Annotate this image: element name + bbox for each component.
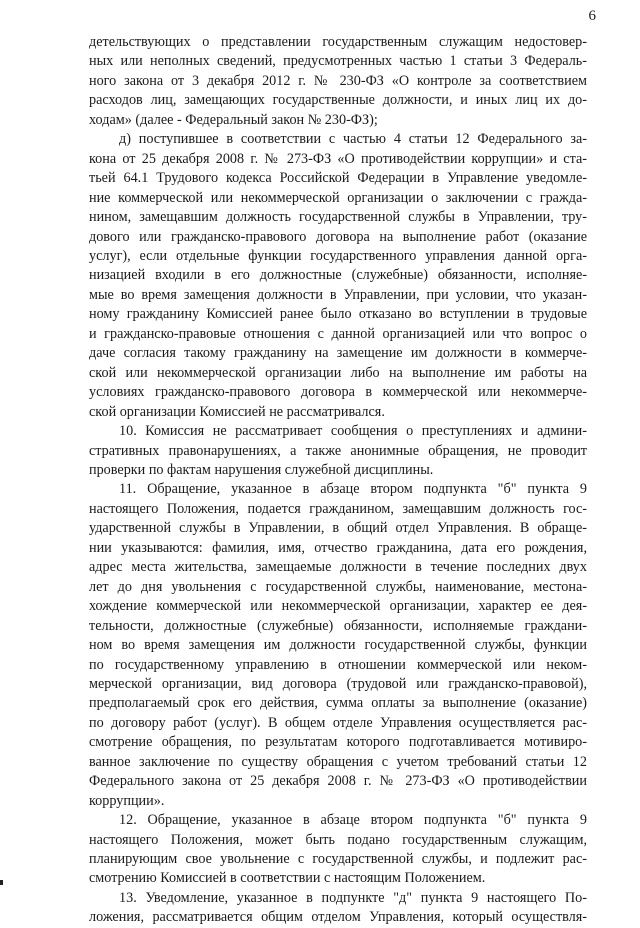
text-line: настоящего Положения, подается гражданином, замещавшим должность гос- (89, 500, 587, 517)
text-line: ской организации Комиссией не рассматривался. (89, 403, 385, 420)
text-line: проверки по фактам нарушения служебной дисциплины. (89, 461, 434, 478)
text-line: смотрению Комиссией в соответствии с настоящим Положением. (89, 870, 486, 887)
text-line: предполагаемый срок его действия, сумма оплаты за выполнение (оказание) (89, 695, 587, 712)
text-line: Федерального закона от 25 декабря 2008 г. № 273-ФЗ «О противодействии (89, 773, 587, 790)
text-line: ного закона от 3 декабря 2012 г. № 230-ФЗ «О контроле за соответствием (89, 72, 587, 89)
document-body (89, 33, 587, 928)
text-line: даче согласия такому гражданину на замещение им должности в коммерче- (89, 345, 587, 362)
text-line: коррупции». (89, 792, 165, 809)
text-line: дового или гражданско-правового договора на выполнение работ (оказание (89, 228, 587, 245)
text-line: ному гражданину Комиссией ранее было отказано во вступлении в трудовые (89, 306, 587, 323)
text-line: мые во время замещения должности в Управлении, при условии, что указан- (89, 286, 587, 303)
text-line: расходов лиц, замещающих государственные должности, и иных лиц их до- (89, 92, 587, 109)
text-line: 10. Комиссия не рассматривает сообщения о преступлениях и админи- (119, 423, 587, 440)
text-line: адрес места жительства, замещаемые должности в течение последних двух (89, 559, 587, 576)
text-line: ных или неполных сведений, предусмотренных частью 1 статьи 3 Федераль- (89, 53, 587, 70)
text-line: тьей 64.1 Трудового кодекса Российской Федерации в Управление уведомле- (89, 170, 587, 187)
text-line: планирующим свое увольнение с государственной службы, и подлежит рас- (89, 851, 587, 868)
text-line: стративных правонарушениях, а также анонимные обращения, не проводит (89, 442, 587, 459)
text-line: ложения, рассматривается общим отделом Управления, который осуществля- (89, 909, 587, 926)
text-line: по государственному управлению в отношении коммерческой или неком- (89, 656, 587, 673)
text-line: ходам» (далее - Федеральный закон № 230-ФЗ); (89, 111, 378, 128)
text-line: ударственной службы в Управлении, в общий отдел Управления. В обраще- (89, 520, 587, 537)
text-line: лет до дня увольнения с государственной службы, наименование, местона- (89, 578, 587, 595)
text-line: д) поступившее в соответствии с частью 4 статьи 12 Федерального за- (119, 131, 587, 148)
margin-mark (0, 880, 3, 885)
text-line: тельности, должностные (служебные) обязанности, исполняемые граждани- (89, 617, 587, 634)
text-line: ванное заключение по существу обращения с учетом требований статьи 12 (89, 753, 587, 770)
text-line: ном во время замещения им должности государственной службы, функции (89, 637, 587, 654)
text-line: хождение коммерческой или некоммерческой организации, характер ее дея- (89, 598, 587, 615)
text-line: и гражданско-правовые отношения с данной организацией или что вопрос о (89, 325, 587, 342)
text-line: нии указываются: фамилия, имя, отчество гражданина, дата его рождения, (89, 539, 587, 556)
text-line: 11. Обращение, указанное в абзаце втором подпункта "б" пункта 9 (119, 481, 587, 498)
text-line: настоящего Положения, может быть подано государственным служащим, (89, 831, 587, 848)
text-line: низацией входили в его должностные (служебные) обязанности, исполняе- (89, 267, 587, 284)
text-line: смотрение обращения, по результатам которого подготавливается мотивиро- (89, 734, 587, 751)
text-line: ской или некоммерческой организации либо на выполнение им работы на (89, 364, 587, 381)
page-number: 6 (588, 8, 596, 24)
text-line: по договору работ (услуг). В общем отделе Управления осуществляется рас- (89, 714, 587, 731)
text-line: 13. Уведомление, указанное в подпункте "д" пункта 9 настоящего По- (119, 889, 587, 906)
text-line: мерческой организации, вид договора (трудовой или гражданско-правовой), (89, 675, 587, 692)
text-line: ние коммерческой или некоммерческой организации о заключении с гражда- (89, 189, 587, 206)
text-line: кона от 25 декабря 2008 г. № 273-ФЗ «О противодействии коррупции» и ста- (89, 150, 587, 167)
text-line: 12. Обращение, указанное в абзаце втором подпункта "б" пункта 9 (119, 812, 587, 829)
text-line: условиях гражданско-правового договора в коммерческой или некоммерче- (89, 384, 587, 401)
text-line: нином, замещавшим должность государственной службы в Управлении, тру- (89, 209, 587, 226)
text-line: детельствующих о представлении государственным служащим недостовер- (89, 34, 587, 50)
text-line: услуг), если отдельные функции государственного управления данной орга- (89, 247, 587, 264)
